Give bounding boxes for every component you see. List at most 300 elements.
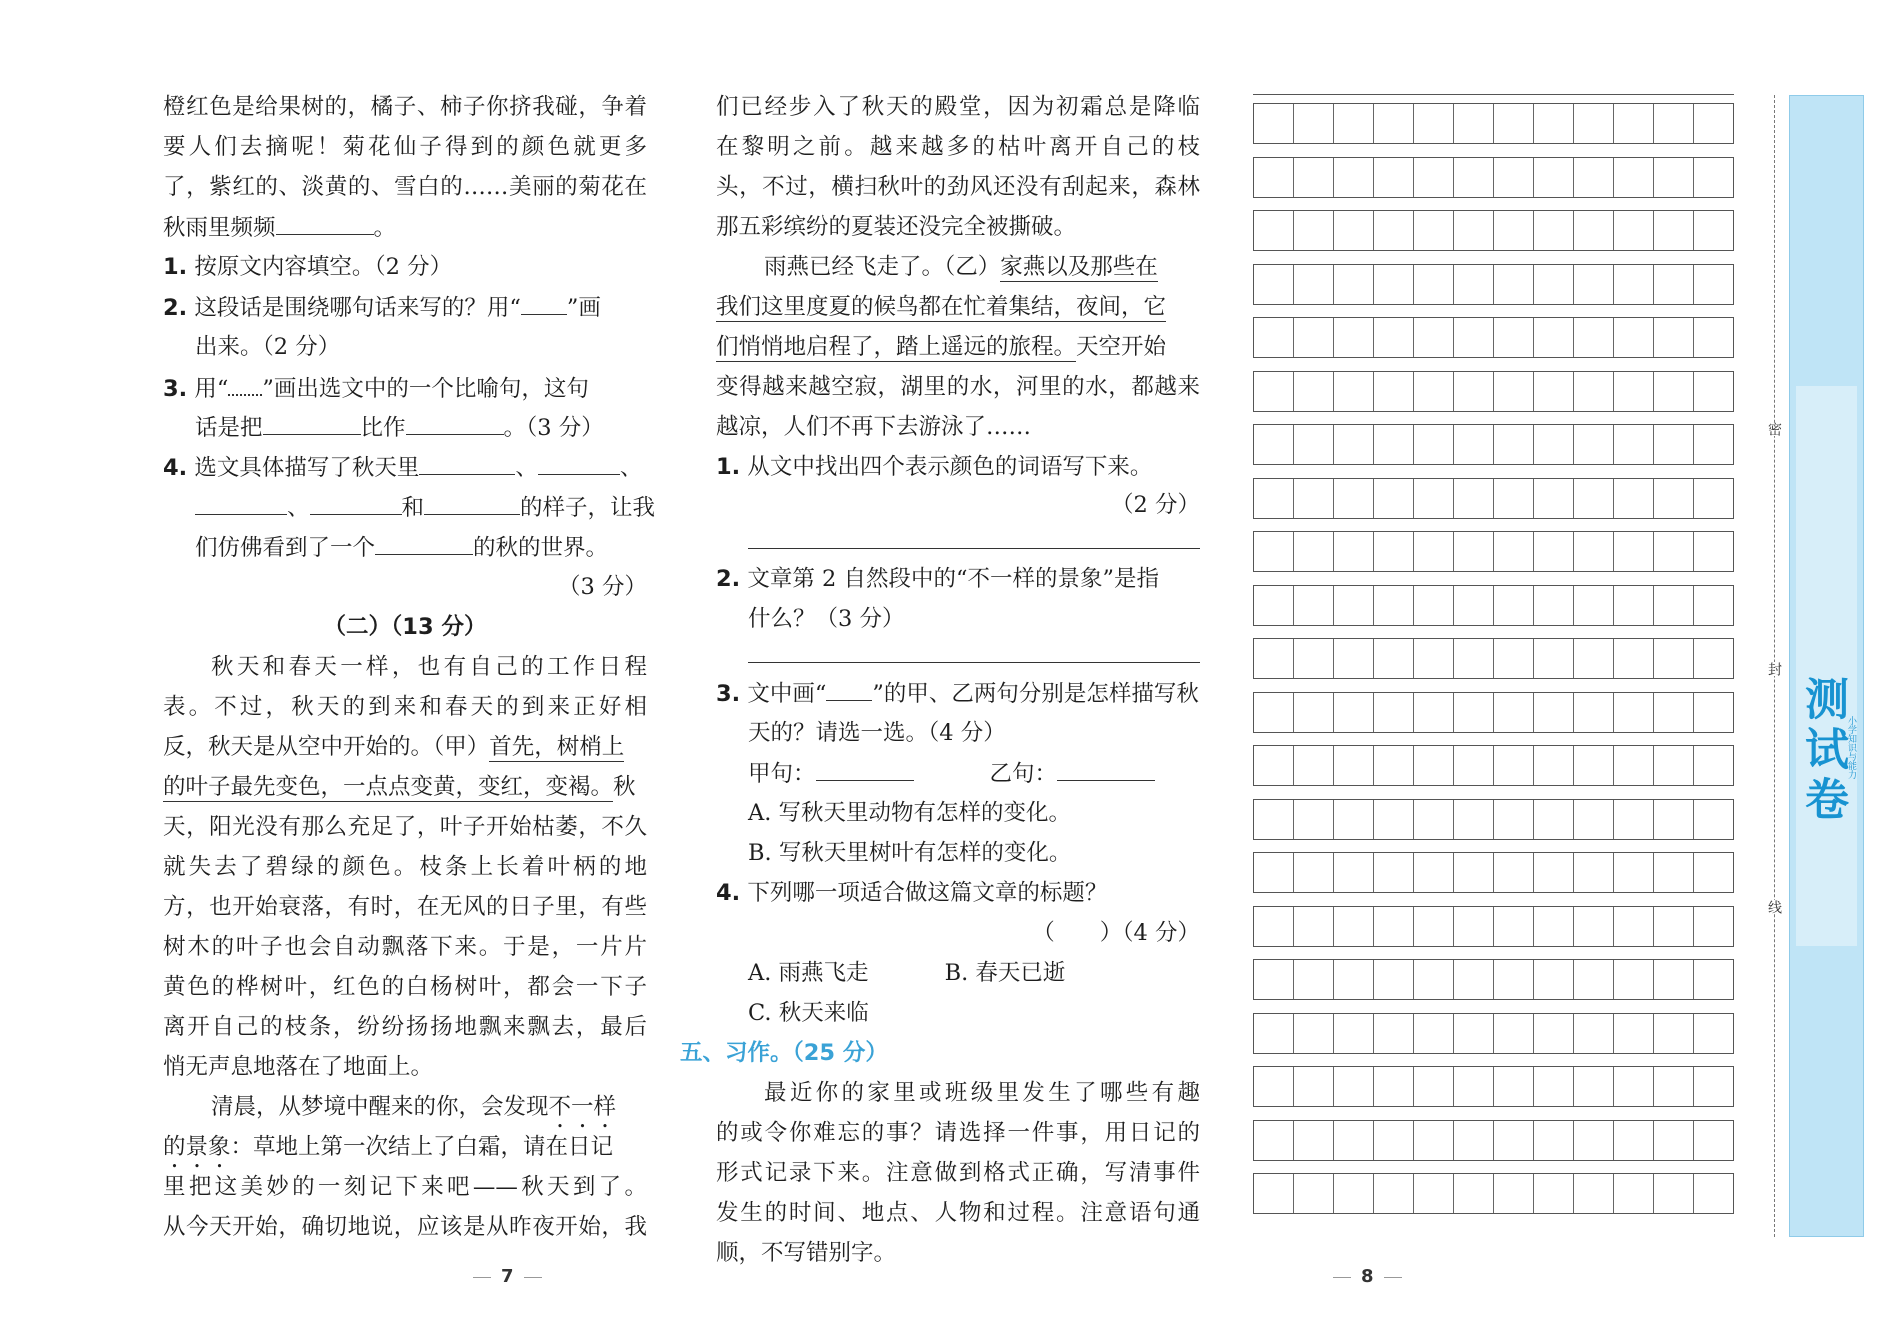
grid-cell[interactable] bbox=[1574, 1121, 1614, 1160]
grid-cell[interactable] bbox=[1334, 1174, 1374, 1213]
grid-cell[interactable] bbox=[1494, 318, 1534, 357]
grid-cell[interactable] bbox=[1654, 479, 1694, 518]
grid-cell[interactable] bbox=[1414, 318, 1454, 357]
grid-cell[interactable] bbox=[1614, 372, 1654, 411]
grid-cell[interactable] bbox=[1654, 318, 1694, 357]
grid-cell[interactable] bbox=[1494, 800, 1534, 839]
grid-cell[interactable] bbox=[1694, 211, 1733, 250]
grid-cell[interactable] bbox=[1294, 853, 1334, 892]
grid-cell[interactable] bbox=[1574, 1014, 1614, 1053]
grid-cell[interactable] bbox=[1654, 425, 1694, 464]
grid-cell[interactable] bbox=[1414, 693, 1454, 732]
grid-cell[interactable] bbox=[1374, 104, 1414, 143]
question-text: 用“ bbox=[194, 376, 229, 402]
grid-cell[interactable] bbox=[1374, 800, 1414, 839]
grid-cell[interactable] bbox=[1614, 318, 1654, 357]
grid-cell[interactable] bbox=[1294, 586, 1334, 625]
text-line: 表。不过，秋天的到来和春天的到来正好相 bbox=[163, 694, 647, 720]
grid-cell[interactable] bbox=[1374, 1067, 1414, 1106]
grid-cell[interactable] bbox=[1574, 693, 1614, 732]
grid-cell[interactable] bbox=[1614, 104, 1654, 143]
grid-cell[interactable] bbox=[1254, 1121, 1294, 1160]
grid-cell[interactable] bbox=[1534, 1067, 1574, 1106]
grid-cell[interactable] bbox=[1534, 639, 1574, 678]
grid-cell[interactable] bbox=[1454, 372, 1494, 411]
grid-cell[interactable] bbox=[1454, 853, 1494, 892]
grid-cell[interactable] bbox=[1294, 318, 1334, 357]
question-1 bbox=[163, 252, 452, 284]
grid-cell[interactable] bbox=[1534, 1014, 1574, 1053]
grid-cell[interactable] bbox=[1374, 586, 1414, 625]
grid-cell[interactable] bbox=[1294, 532, 1334, 571]
grid-cell[interactable] bbox=[1494, 265, 1534, 304]
grid-cell[interactable] bbox=[1574, 639, 1614, 678]
grid-cell[interactable] bbox=[1574, 479, 1614, 518]
grid-cell[interactable] bbox=[1694, 907, 1733, 946]
grid-cell[interactable] bbox=[1254, 425, 1294, 464]
text-line: 发生的时间、地点、人物和过程。注意语句通 bbox=[716, 1200, 1200, 1226]
grid-cell[interactable] bbox=[1334, 104, 1374, 143]
grid-cell[interactable] bbox=[1294, 960, 1334, 999]
text: 比作 bbox=[360, 415, 406, 441]
grid-cell[interactable] bbox=[1334, 158, 1374, 197]
grid-cell[interactable] bbox=[1414, 853, 1454, 892]
grid-cell[interactable] bbox=[1694, 853, 1733, 892]
grid-cell[interactable] bbox=[1574, 800, 1614, 839]
banner-band bbox=[1796, 386, 1857, 946]
grid-row bbox=[1253, 692, 1734, 733]
grid-cell[interactable] bbox=[1694, 104, 1733, 143]
grid-cell[interactable] bbox=[1254, 318, 1294, 357]
question-text bbox=[195, 492, 655, 524]
grid-cell[interactable] bbox=[1454, 318, 1494, 357]
grid-cell[interactable] bbox=[1374, 1121, 1414, 1160]
grid-cell[interactable] bbox=[1454, 265, 1494, 304]
grid-row bbox=[1253, 1066, 1734, 1107]
grid-cell[interactable] bbox=[1534, 586, 1574, 625]
grid-cell[interactable] bbox=[1574, 907, 1614, 946]
grid-cell[interactable] bbox=[1654, 1067, 1694, 1106]
grid-cell[interactable] bbox=[1694, 693, 1733, 732]
grid-cell[interactable] bbox=[1294, 746, 1334, 785]
question-text: 出来。（2 分） bbox=[195, 334, 341, 360]
grid-cell[interactable] bbox=[1254, 800, 1294, 839]
fill-blank[interactable] bbox=[816, 758, 914, 781]
grid-cell[interactable] bbox=[1534, 425, 1574, 464]
grid-cell[interactable] bbox=[1654, 853, 1694, 892]
grid-cell[interactable] bbox=[1254, 1067, 1294, 1106]
grid-cell[interactable] bbox=[1574, 532, 1614, 571]
grid-cell[interactable] bbox=[1414, 425, 1454, 464]
grid-cell[interactable] bbox=[1694, 265, 1733, 304]
grid-cell[interactable] bbox=[1334, 318, 1374, 357]
grid-cell[interactable] bbox=[1494, 1121, 1534, 1160]
grid-cell[interactable] bbox=[1374, 693, 1414, 732]
grid-cell[interactable] bbox=[1374, 1174, 1414, 1213]
fill-blank[interactable] bbox=[375, 532, 473, 555]
grid-cell[interactable] bbox=[1454, 1121, 1494, 1160]
grid-cell[interactable] bbox=[1494, 211, 1534, 250]
grid-cell[interactable] bbox=[1614, 425, 1654, 464]
grid-cell[interactable] bbox=[1614, 800, 1654, 839]
text-line bbox=[211, 1092, 616, 1124]
grid-cell[interactable] bbox=[1254, 104, 1294, 143]
grid-cell[interactable] bbox=[1574, 158, 1614, 197]
answer-bracket[interactable]: （ ）（4 分） bbox=[1032, 920, 1200, 946]
grid-cell[interactable] bbox=[1334, 639, 1374, 678]
grid-cell[interactable] bbox=[1534, 1121, 1574, 1160]
grid-cell[interactable] bbox=[1654, 372, 1694, 411]
grid-cell[interactable] bbox=[1454, 158, 1494, 197]
question-text: 按原文内容填空。（2 分） bbox=[194, 254, 453, 280]
grid-cell[interactable] bbox=[1614, 1174, 1654, 1213]
fill-blank[interactable] bbox=[406, 412, 504, 435]
grid-cell[interactable] bbox=[1614, 907, 1654, 946]
grid-cell[interactable] bbox=[1374, 960, 1414, 999]
grid-cell[interactable] bbox=[1534, 372, 1574, 411]
grid-cell[interactable] bbox=[1374, 479, 1414, 518]
grid-cell[interactable] bbox=[1334, 532, 1374, 571]
grid-cell[interactable] bbox=[1694, 318, 1733, 357]
grid-cell[interactable] bbox=[1534, 211, 1574, 250]
grid-cell[interactable] bbox=[1574, 1067, 1614, 1106]
grid-cell[interactable] bbox=[1654, 158, 1694, 197]
grid-cell[interactable] bbox=[1574, 211, 1614, 250]
grid-cell[interactable] bbox=[1294, 372, 1334, 411]
grid-cell[interactable] bbox=[1414, 800, 1454, 839]
grid-cell[interactable] bbox=[1454, 693, 1494, 732]
grid-cell[interactable] bbox=[1534, 693, 1574, 732]
grid-cell[interactable] bbox=[1614, 1067, 1654, 1106]
grid-cell[interactable] bbox=[1574, 265, 1614, 304]
grid-cell[interactable] bbox=[1294, 1014, 1334, 1053]
grid-cell[interactable] bbox=[1334, 693, 1374, 732]
answer-line[interactable] bbox=[748, 662, 1200, 663]
grid-cell[interactable] bbox=[1614, 211, 1654, 250]
grid-cell[interactable] bbox=[1654, 532, 1694, 571]
grid-cell[interactable] bbox=[1574, 318, 1614, 357]
grid-cell[interactable] bbox=[1614, 693, 1654, 732]
grid-cell[interactable] bbox=[1614, 639, 1654, 678]
grid-cell[interactable] bbox=[1574, 1174, 1614, 1213]
grid-cell[interactable] bbox=[1694, 1067, 1733, 1106]
grid-cell[interactable] bbox=[1494, 1067, 1534, 1106]
grid-cell[interactable] bbox=[1534, 479, 1574, 518]
grid-cell[interactable] bbox=[1294, 639, 1334, 678]
grid-cell[interactable] bbox=[1454, 425, 1494, 464]
grid-cell[interactable] bbox=[1654, 586, 1694, 625]
grid-cell[interactable] bbox=[1574, 372, 1614, 411]
grid-row bbox=[1253, 852, 1734, 893]
grid-row bbox=[1253, 745, 1734, 786]
grid-cell[interactable] bbox=[1334, 1067, 1374, 1106]
grid-cell[interactable] bbox=[1694, 800, 1733, 839]
grid-cell[interactable] bbox=[1334, 479, 1374, 518]
text-line bbox=[163, 732, 624, 764]
text: 。 bbox=[373, 215, 397, 241]
grid-cell[interactable] bbox=[1654, 265, 1694, 304]
text-line bbox=[163, 212, 396, 244]
grid-cell[interactable] bbox=[1614, 853, 1654, 892]
grid-cell[interactable] bbox=[1454, 746, 1494, 785]
grid-cell[interactable] bbox=[1334, 586, 1374, 625]
grid-cell[interactable] bbox=[1414, 639, 1454, 678]
grid-cell[interactable] bbox=[1534, 532, 1574, 571]
grid-cell[interactable] bbox=[1494, 639, 1534, 678]
grid-cell[interactable] bbox=[1494, 1174, 1534, 1213]
grid-cell[interactable] bbox=[1534, 960, 1574, 999]
grid-cell[interactable] bbox=[1374, 639, 1414, 678]
grid-cell[interactable] bbox=[1254, 265, 1294, 304]
grid-cell[interactable] bbox=[1694, 479, 1733, 518]
grid-cell[interactable] bbox=[1494, 425, 1534, 464]
grid-cell[interactable] bbox=[1614, 586, 1654, 625]
grid-cell[interactable] bbox=[1494, 853, 1534, 892]
fill-blank[interactable] bbox=[195, 492, 287, 515]
grid-cell[interactable] bbox=[1494, 746, 1534, 785]
text: 雨燕已经飞走了。（乙） bbox=[764, 254, 1001, 280]
grid-cell[interactable] bbox=[1334, 853, 1374, 892]
grid-cell[interactable] bbox=[1614, 1014, 1654, 1053]
grid-cell[interactable] bbox=[1254, 853, 1294, 892]
text-line: 树木的叶子也会自动飘落下来。于是，一片片 bbox=[163, 934, 647, 960]
grid-cell[interactable] bbox=[1414, 479, 1454, 518]
grid-cell[interactable] bbox=[1294, 1067, 1334, 1106]
grid-cell[interactable] bbox=[1534, 318, 1574, 357]
grid-cell[interactable] bbox=[1294, 1174, 1334, 1213]
grid-cell[interactable] bbox=[1334, 265, 1374, 304]
grid-cell[interactable] bbox=[1574, 746, 1614, 785]
grid-cell[interactable] bbox=[1494, 158, 1534, 197]
grid-cell[interactable] bbox=[1574, 425, 1614, 464]
grid-cell[interactable] bbox=[1294, 479, 1334, 518]
fill-blank[interactable] bbox=[276, 212, 374, 235]
grid-cell[interactable] bbox=[1654, 1174, 1694, 1213]
grid-cell[interactable] bbox=[1294, 158, 1334, 197]
grid-cell[interactable] bbox=[1414, 211, 1454, 250]
grid-row bbox=[1253, 585, 1734, 626]
grid-cell[interactable] bbox=[1574, 586, 1614, 625]
grid-cell[interactable] bbox=[1494, 372, 1534, 411]
grid-cell[interactable] bbox=[1454, 800, 1494, 839]
grid-cell[interactable] bbox=[1254, 1014, 1294, 1053]
grid-cell[interactable] bbox=[1614, 158, 1654, 197]
grid-cell[interactable] bbox=[1294, 425, 1334, 464]
grid-cell[interactable] bbox=[1654, 800, 1694, 839]
grid-cell[interactable] bbox=[1294, 693, 1334, 732]
grid-cell[interactable] bbox=[1534, 853, 1574, 892]
grid-row bbox=[1253, 531, 1734, 572]
grid-cell[interactable] bbox=[1454, 1067, 1494, 1106]
grid-cell[interactable] bbox=[1374, 907, 1414, 946]
grid-cell[interactable] bbox=[1454, 639, 1494, 678]
question-4 bbox=[163, 452, 642, 484]
fill-blank[interactable] bbox=[424, 492, 520, 515]
grid-cell[interactable] bbox=[1374, 372, 1414, 411]
grid-cell[interactable] bbox=[1334, 746, 1374, 785]
grid-cell[interactable] bbox=[1254, 639, 1294, 678]
grid-cell[interactable] bbox=[1654, 211, 1694, 250]
grid-cell[interactable] bbox=[1614, 265, 1654, 304]
grid-cell[interactable] bbox=[1654, 104, 1694, 143]
grid-cell[interactable] bbox=[1654, 1014, 1694, 1053]
grid-cell[interactable] bbox=[1574, 104, 1614, 143]
grid-cell[interactable] bbox=[1334, 960, 1374, 999]
grid-cell[interactable] bbox=[1454, 1014, 1494, 1053]
grid-cell[interactable] bbox=[1414, 104, 1454, 143]
grid-cell[interactable] bbox=[1454, 960, 1494, 999]
text-line bbox=[716, 332, 1166, 364]
grid-cell[interactable] bbox=[1294, 800, 1334, 839]
fill-blank[interactable] bbox=[538, 452, 620, 475]
grid-top-border bbox=[1253, 94, 1734, 95]
grid-cell[interactable] bbox=[1694, 532, 1733, 571]
grid-cell[interactable] bbox=[1694, 1014, 1733, 1053]
answer-line[interactable] bbox=[748, 548, 1200, 549]
grid-cell[interactable] bbox=[1414, 532, 1454, 571]
grid-cell[interactable] bbox=[1414, 1121, 1454, 1160]
grid-cell[interactable] bbox=[1694, 1174, 1733, 1213]
grid-cell[interactable] bbox=[1374, 211, 1414, 250]
grid-cell[interactable] bbox=[1414, 960, 1454, 999]
grid-cell[interactable] bbox=[1534, 907, 1574, 946]
grid-cell[interactable] bbox=[1614, 479, 1654, 518]
grid-cell[interactable] bbox=[1574, 960, 1614, 999]
fill-blank[interactable] bbox=[1057, 758, 1155, 781]
grid-cell[interactable] bbox=[1454, 532, 1494, 571]
grid-cell[interactable] bbox=[1414, 1174, 1454, 1213]
grid-cell[interactable] bbox=[1334, 211, 1374, 250]
grid-cell[interactable] bbox=[1534, 265, 1574, 304]
grid-cell[interactable] bbox=[1454, 211, 1494, 250]
grid-cell[interactable] bbox=[1294, 907, 1334, 946]
grid-cell[interactable] bbox=[1494, 1014, 1534, 1053]
grid-cell[interactable] bbox=[1534, 158, 1574, 197]
grid-cell[interactable] bbox=[1454, 1174, 1494, 1213]
grid-cell[interactable] bbox=[1254, 372, 1294, 411]
grid-cell[interactable] bbox=[1374, 158, 1414, 197]
grid-cell[interactable] bbox=[1334, 425, 1374, 464]
grid-cell[interactable] bbox=[1414, 586, 1454, 625]
grid-cell[interactable] bbox=[1654, 907, 1694, 946]
grid-cell[interactable] bbox=[1614, 746, 1654, 785]
grid-cell[interactable] bbox=[1614, 960, 1654, 999]
grid-cell[interactable] bbox=[1454, 479, 1494, 518]
grid-cell[interactable] bbox=[1294, 211, 1334, 250]
question-2 bbox=[716, 564, 1159, 596]
grid-cell[interactable] bbox=[1414, 158, 1454, 197]
grid-cell[interactable] bbox=[1494, 104, 1534, 143]
question-3 bbox=[163, 372, 589, 404]
grid-cell[interactable] bbox=[1374, 318, 1414, 357]
grid-cell[interactable] bbox=[1534, 746, 1574, 785]
grid-cell[interactable] bbox=[1254, 211, 1294, 250]
text: 清晨，从梦境中醒来的你，会发现 bbox=[211, 1094, 549, 1120]
grid-cell[interactable] bbox=[1414, 1014, 1454, 1053]
question-text: 文章第 2 自然段中的“不一样的景象”是指 bbox=[747, 566, 1159, 592]
grid-cell[interactable] bbox=[1374, 265, 1414, 304]
grid-cell[interactable] bbox=[1494, 693, 1534, 732]
grid-cell[interactable] bbox=[1694, 639, 1733, 678]
grid-cell[interactable] bbox=[1534, 104, 1574, 143]
grid-cell[interactable] bbox=[1614, 1121, 1654, 1160]
grid-cell[interactable] bbox=[1654, 639, 1694, 678]
grid-cell[interactable] bbox=[1294, 1121, 1334, 1160]
grid-cell[interactable] bbox=[1454, 907, 1494, 946]
grid-cell[interactable] bbox=[1694, 746, 1733, 785]
fill-blank[interactable] bbox=[310, 492, 402, 515]
grid-cell[interactable] bbox=[1454, 104, 1494, 143]
grid-cell[interactable] bbox=[1694, 586, 1733, 625]
option-b: B. 春天已逝 bbox=[944, 960, 1066, 986]
grid-cell[interactable] bbox=[1294, 265, 1334, 304]
grid-cell[interactable] bbox=[1374, 425, 1414, 464]
grid-cell[interactable] bbox=[1254, 960, 1294, 999]
grid-cell[interactable] bbox=[1654, 693, 1694, 732]
grid-cell[interactable] bbox=[1414, 746, 1454, 785]
fill-blank[interactable] bbox=[263, 412, 361, 435]
grid-cell[interactable] bbox=[1654, 960, 1694, 999]
grid-cell[interactable] bbox=[1694, 960, 1733, 999]
grid-cell[interactable] bbox=[1294, 104, 1334, 143]
grid-cell[interactable] bbox=[1254, 586, 1294, 625]
grid-cell[interactable] bbox=[1534, 1174, 1574, 1213]
grid-cell[interactable] bbox=[1254, 746, 1294, 785]
grid-cell[interactable] bbox=[1254, 532, 1294, 571]
grid-cell[interactable] bbox=[1494, 586, 1534, 625]
grid-cell[interactable] bbox=[1694, 158, 1733, 197]
text: 。（3 分） bbox=[503, 415, 604, 441]
grid-cell[interactable] bbox=[1494, 960, 1534, 999]
grid-cell[interactable] bbox=[1494, 532, 1534, 571]
grid-cell[interactable] bbox=[1254, 907, 1294, 946]
grid-cell[interactable] bbox=[1494, 479, 1534, 518]
grid-cell[interactable] bbox=[1454, 586, 1494, 625]
grid-cell[interactable] bbox=[1574, 853, 1614, 892]
text-line: 天，阳光没有那么充足了，叶子开始枯萎，不久 bbox=[163, 814, 647, 840]
grid-cell[interactable] bbox=[1694, 425, 1733, 464]
grid-cell[interactable] bbox=[1334, 1121, 1374, 1160]
grid-cell[interactable] bbox=[1654, 1121, 1694, 1160]
grid-cell[interactable] bbox=[1414, 372, 1454, 411]
grid-cell[interactable] bbox=[1334, 800, 1374, 839]
grid-cell[interactable] bbox=[1254, 693, 1294, 732]
grid-cell[interactable] bbox=[1374, 532, 1414, 571]
grid-cell[interactable] bbox=[1694, 1121, 1733, 1160]
grid-cell[interactable] bbox=[1254, 1174, 1294, 1213]
grid-cell[interactable] bbox=[1494, 907, 1534, 946]
seal-label: 密 bbox=[1766, 422, 1782, 436]
question-number: 3. bbox=[716, 681, 741, 707]
grid-cell[interactable] bbox=[1334, 907, 1374, 946]
grid-cell[interactable] bbox=[1374, 853, 1414, 892]
grid-cell[interactable] bbox=[1694, 372, 1733, 411]
grid-cell[interactable] bbox=[1414, 265, 1454, 304]
grid-cell[interactable] bbox=[1414, 1067, 1454, 1106]
grid-cell[interactable] bbox=[1254, 479, 1294, 518]
grid-cell[interactable] bbox=[1334, 372, 1374, 411]
grid-cell[interactable] bbox=[1374, 746, 1414, 785]
grid-cell[interactable] bbox=[1654, 746, 1694, 785]
grid-cell[interactable] bbox=[1334, 1014, 1374, 1053]
grid-cell[interactable] bbox=[1614, 532, 1654, 571]
fill-blank[interactable] bbox=[419, 452, 515, 475]
grid-cell[interactable] bbox=[1534, 800, 1574, 839]
grid-cell[interactable] bbox=[1374, 1014, 1414, 1053]
writing-grid[interactable] bbox=[1253, 94, 1734, 1220]
grid-cell[interactable] bbox=[1414, 907, 1454, 946]
grid-cell[interactable] bbox=[1254, 158, 1294, 197]
